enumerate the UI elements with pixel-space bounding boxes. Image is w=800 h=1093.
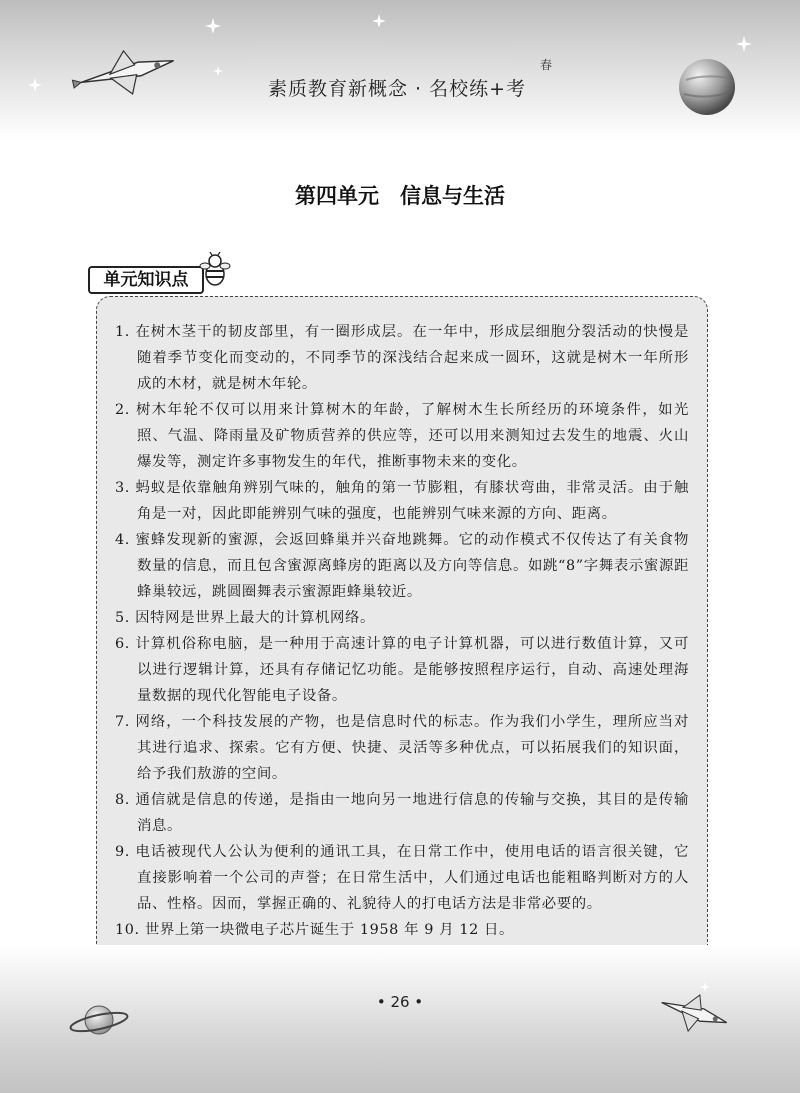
space-shuttle-icon <box>70 42 190 102</box>
planet-icon <box>676 56 738 118</box>
knowledge-item: 8. 通信就是信息的传递，是指由一地向另一地进行信息的传输与交换，其目的是传输消息。 <box>115 792 689 834</box>
knowledge-item: 7. 网络，一个科技发展的产物，也是信息时代的标志。作为我们小学生，理所应当对其进行追求、探索。它有方便、快捷、灵活等多种优点，可以拓展我们的知识面，给予我们敖游的空间。 <box>115 714 689 782</box>
sparkle-icon <box>372 14 386 28</box>
sparkle-icon <box>736 36 752 52</box>
unit-title: 第四单元 信息与生活 <box>295 183 505 208</box>
series-title: 素质教育新概念 · 名校练+考 <box>268 78 527 100</box>
knowledge-item: 10. 世界上第一块微电子芯片诞生于 1958 年 9 月 12 日。 <box>115 922 515 938</box>
sparkle-icon <box>28 78 42 92</box>
sparkle-icon <box>205 18 221 34</box>
page-number: • 26 • <box>376 993 424 1011</box>
knowledge-item: 3. 蚂蚁是依靠触角辨别气味的，触角的第一节膨粗，有膝状弯曲，非常灵活。由于触角是一对，因此即能辨别气味的强度，也能辨别气味来源的方向、距离。 <box>115 480 689 522</box>
knowledge-item: 1. 在树木茎干的韧皮部里，有一圈形成层。在一年中，形成层细胞分裂活动的快慢是随着季节变化而变动的，不同季节的深浅结合起来成一圆环，这就是树木一年所形成的木材，就是树木年轮。 <box>115 324 689 392</box>
knowledge-item: 9. 电话被现代人公认为便利的通讯工具，在日常工作中，使用电话的语言很关键，它直接影响着一个公司的声誉；在日常生活中，人们通过电话也能粗略判断对方的人品、性格。因而，掌握正确的、礼貌待人的打电话方法是非常必要的。 <box>115 844 689 912</box>
knowledge-item: 4. 蜜蜂发现新的蜜源，会返回蜂巢并兴奋地跳舞。它的动作模式不仅传达了有关食物数量的信息，而且包含蜜源离蜂房的距离以及方向等信息。如跳“8”字舞表示蜜源距蜂巢较远，跳圆圈舞表示蜜源距蜂巢较近。 <box>115 532 689 600</box>
sparkle-icon <box>213 66 223 76</box>
season-label: 春 <box>540 58 553 72</box>
knowledge-item: 2. 树木年轮不仅可以用来计算树木的年龄，了解树木生长所经历的环境条件，如光照、气温、降雨量及矿物质营养的供应等，还可以用来测知过去发生的地震、火山爆发等，测定许多事物发生的年代，推断事物未来的变化。 <box>115 402 689 470</box>
knowledge-points-box <box>96 296 708 964</box>
knowledge-item: 5. 因特网是世界上最大的计算机网络。 <box>115 610 375 626</box>
knowledge-item: 6. 计算机俗称电脑，是一种用于高速计算的电子计算机器，可以进行数值计算，又可以进行逻辑计算，还具有存储记忆功能。是能够按照程序运行，自动、高速处理海量数据的现代化智能电子设备。 <box>115 636 689 704</box>
section-label: 单元知识点 <box>88 266 204 294</box>
bee-mascot-icon <box>198 252 232 288</box>
sparkle-icon <box>700 982 710 992</box>
